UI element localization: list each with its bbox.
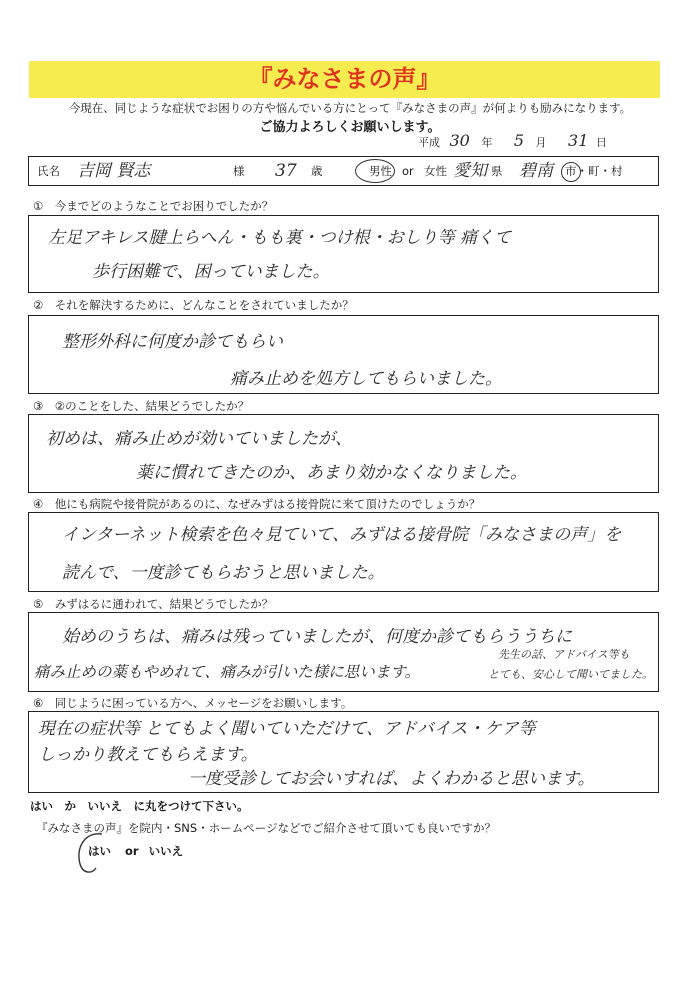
answer-4-line-2: 読んで、一度診てもらおうと思いました。 bbox=[62, 563, 385, 583]
profile-row bbox=[28, 156, 659, 186]
consent-question: 『みなさまの声』を院内・SNS・ホームページなどでご紹介させて頂いても良いですか？ bbox=[36, 821, 496, 835]
title-banner: 『みなさまの声』 bbox=[29, 61, 660, 98]
day-label: 日 bbox=[595, 136, 607, 149]
answer-2-line-1: 整形外科に何度か診てもらい bbox=[62, 332, 283, 352]
male-circle-mark bbox=[355, 159, 395, 183]
prefecture-value: 愛知 bbox=[453, 161, 487, 181]
answer-6-line-1: 現在の症状等 とてもよく聞いていただけて、アドバイス・ケア等 bbox=[38, 719, 536, 739]
answer-5-line-1: 始めのうちは、痛みは残っていましたが、何度か診てもらううちに bbox=[62, 627, 572, 647]
date-year: 30 bbox=[449, 131, 470, 150]
question-6: ⑥ 同じように困っている方へ、メッセージをお願いします。 bbox=[33, 696, 353, 710]
name-value: 吉岡 賢志 bbox=[77, 161, 151, 181]
prefecture-label: 県 bbox=[491, 164, 503, 178]
question-3: ③ ②のことをした、結果どうでしたか？ bbox=[33, 399, 250, 413]
answer-3-line-2: 薬に慣れてきたのか、あまり効かなくなりました。 bbox=[136, 463, 527, 483]
city-label: 市・町・村 bbox=[565, 164, 623, 178]
answer-3-line-1: 初めは、痛み止めが効いていましたが、 bbox=[46, 429, 352, 449]
name-label: 氏名 bbox=[37, 164, 60, 178]
gender-male: 男性 bbox=[369, 164, 392, 178]
date-line bbox=[418, 131, 607, 153]
year-label: 年 bbox=[481, 136, 493, 149]
question-5: ⑤ みずはるに通われて、結果どうでしたか？ bbox=[33, 597, 274, 611]
answer-1-line-2: 歩行困難で、困っていました。 bbox=[92, 262, 330, 282]
question-2: ② それを解決するために、どんなことをされていましたか？ bbox=[33, 298, 354, 312]
gender-female: 女性 bbox=[424, 164, 447, 178]
month-label: 月 bbox=[535, 136, 547, 149]
answer-6-line-2: しっかり教えてもらえます。 bbox=[38, 745, 258, 765]
age-label: 歳 bbox=[311, 164, 323, 178]
answer-2-line-2: 痛み止めを処方してもらいました。 bbox=[230, 369, 502, 389]
honorific: 様 bbox=[233, 164, 245, 178]
question-1: ① 今までどのようなことでお困りでしたか？ bbox=[33, 199, 274, 213]
question-4: ④ 他にも病院や接骨院があるのに、なぜみずはる接骨院に来て頂けたのでしょうか？ bbox=[33, 497, 481, 511]
yes-circle-mark bbox=[74, 828, 114, 880]
consent-no[interactable]: いいえ bbox=[148, 844, 184, 858]
request-text: ご協力よろしくお願いします。 bbox=[259, 120, 441, 135]
city-circle-mark bbox=[561, 162, 581, 182]
consent-yes[interactable]: はい bbox=[88, 844, 111, 858]
gender-or: or bbox=[402, 164, 414, 178]
answer-1-line-1: 左足アキレス腱上らへん・もも裏・つけ根・おしり等 痛くて bbox=[48, 228, 512, 248]
answer-6-line-3: 一度受診してお会いすれば、よくわかると思います。 bbox=[188, 769, 595, 789]
answer-5-note-1: 先生の話、アドバイス等も bbox=[498, 648, 630, 661]
intro-text: 今現在、同じような症状でお困りの方や悩んでいる方にとって『みなさまの声』が何よりも励みになります。 bbox=[68, 101, 632, 115]
date-month: 5 bbox=[513, 131, 525, 150]
consent-or: or bbox=[125, 844, 139, 858]
date-day: 31 bbox=[568, 131, 589, 150]
answer-5-line-2: 痛み止めの薬もやめれて、痛みが引いた様に思います。 bbox=[34, 663, 420, 681]
era-label: 平成 bbox=[418, 136, 440, 149]
answer-4-line-1: インターネット検索を色々見ていて、みずはる接骨院「みなさまの声」を bbox=[62, 525, 622, 545]
age-value: 37 bbox=[275, 161, 297, 181]
answer-5-note-2: とても、安心して聞いてました。 bbox=[488, 668, 653, 681]
city-value: 碧南 bbox=[519, 161, 553, 181]
consent-instruction: はい か いいえ に丸をつけて下さい。 bbox=[30, 799, 249, 813]
